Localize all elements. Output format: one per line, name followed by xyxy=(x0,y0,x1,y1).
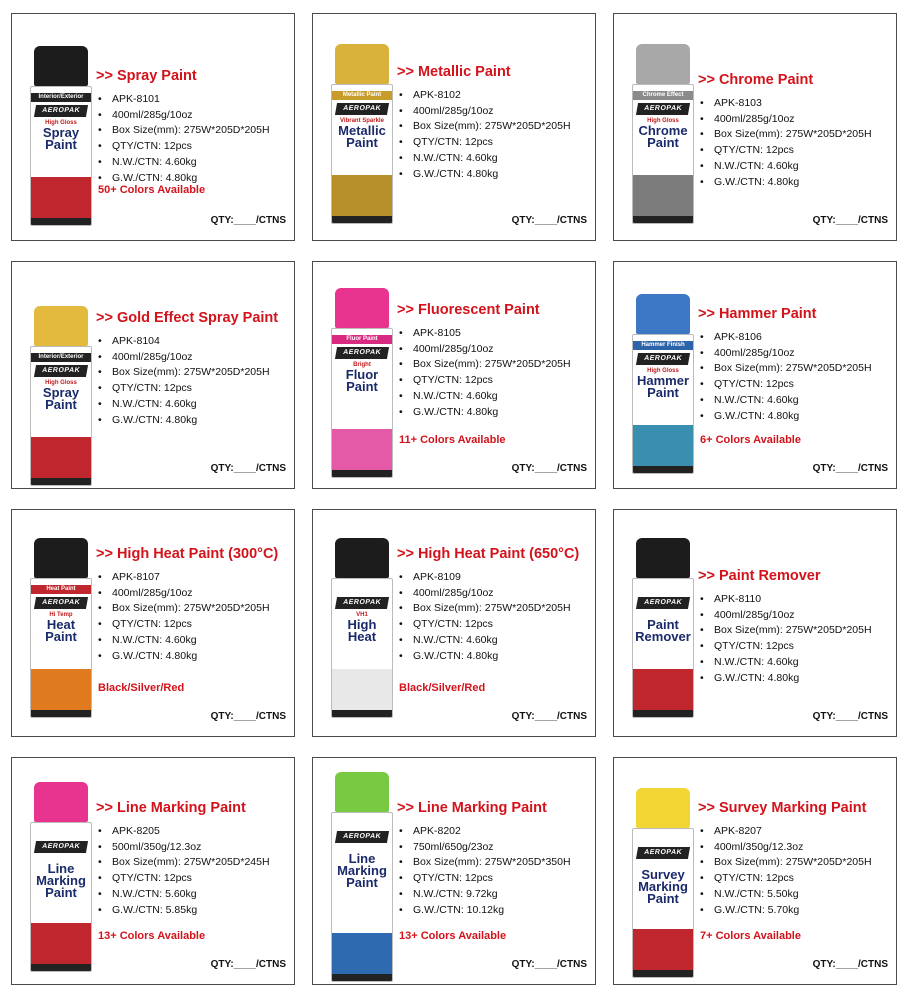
can-footer-strip xyxy=(31,478,91,485)
spec-list xyxy=(96,334,270,428)
can-cap xyxy=(335,772,389,812)
spray-can-image xyxy=(30,46,92,226)
product-title: >> Paint Remover xyxy=(698,568,821,584)
can-cap xyxy=(34,46,88,86)
can-band-text xyxy=(31,829,91,838)
spec-item: • Box Size(mm): 275W*205D*205H xyxy=(96,601,270,617)
spec-item: • N.W./CTN: 4.60kg xyxy=(397,151,571,167)
can-cap xyxy=(636,294,690,334)
can-lower-graphic xyxy=(332,429,392,473)
can-lower-graphic xyxy=(31,177,91,221)
can-body xyxy=(30,346,92,486)
can-band-text: Fluor Paint xyxy=(332,335,392,344)
qty-field[interactable]: QTY:____/CTNS xyxy=(812,215,888,226)
spec-item: • Box Size(mm): 275W*205D*205H xyxy=(698,623,872,639)
spec-list xyxy=(397,88,571,182)
spec-item: • APK-8110 xyxy=(698,592,872,608)
qty-field[interactable]: QTY:____/CTNS xyxy=(210,959,286,970)
product-card xyxy=(312,13,596,241)
spec-item: • 400ml/285g/10oz xyxy=(96,586,270,602)
color-availability: 13+ Colors Available xyxy=(98,930,206,942)
spec-item: • 400ml/350g/12.3oz xyxy=(698,840,872,856)
product-title: >> High Heat Paint (300°C) xyxy=(96,546,279,562)
spec-item: • 500ml/350g/12.3oz xyxy=(96,840,270,856)
spec-item: • Box Size(mm): 275W*205D*350H xyxy=(397,855,571,871)
product-card xyxy=(312,261,596,489)
can-brand-logo: AEROPAK xyxy=(636,597,690,609)
product-title: >> High Heat Paint (650°C) xyxy=(397,546,580,562)
can-body xyxy=(331,84,393,224)
can-footer-strip xyxy=(31,710,91,717)
spec-item: • QTY/CTN: 12pcs xyxy=(96,871,270,887)
spec-item: • G.W./CTN: 4.80kg xyxy=(397,405,571,421)
color-availability: 11+ Colors Available xyxy=(399,434,506,446)
spec-item: • 400ml/285g/10oz xyxy=(698,608,872,624)
can-lower-graphic xyxy=(332,175,392,219)
product-title: >> Fluorescent Paint xyxy=(397,302,540,318)
spec-list xyxy=(96,570,270,664)
spec-item: • Box Size(mm): 275W*205D*205H xyxy=(96,365,270,381)
spec-item: • QTY/CTN: 12pcs xyxy=(698,871,872,887)
can-band-text: Heat Paint xyxy=(31,585,91,594)
spec-list xyxy=(397,824,571,918)
spec-item: • APK-8205 xyxy=(96,824,270,840)
can-brand-logo: AEROPAK xyxy=(34,841,88,853)
spec-item: • QTY/CTN: 12pcs xyxy=(397,135,571,151)
can-lower-graphic xyxy=(31,437,91,481)
qty-field[interactable]: QTY:____/CTNS xyxy=(210,711,286,722)
spec-item: • G.W./CTN: 4.80kg xyxy=(96,171,270,187)
product-title: >> Gold Effect Spray Paint xyxy=(96,310,279,326)
can-lower-graphic xyxy=(633,669,693,713)
can-product-name: Fluor Paint xyxy=(345,367,379,394)
can-body xyxy=(331,578,393,718)
can-body xyxy=(30,578,92,718)
spec-list xyxy=(397,326,571,420)
can-product-name: Paint Remover xyxy=(635,617,691,644)
spec-item: • Box Size(mm): 275W*205D*205H xyxy=(397,601,571,617)
can-cap xyxy=(335,288,389,328)
spec-item: • QTY/CTN: 12pcs xyxy=(397,373,571,389)
product-card xyxy=(613,509,897,737)
can-lower-graphic xyxy=(332,669,392,713)
spec-item: • Box Size(mm): 275W*205D*205H xyxy=(397,119,571,135)
spray-can-image xyxy=(632,538,694,718)
spec-item: • QTY/CTN: 12pcs xyxy=(698,377,872,393)
spec-item: • N.W./CTN: 4.60kg xyxy=(397,633,571,649)
spec-item: • Box Size(mm): 275W*205D*245H xyxy=(96,855,270,871)
can-footer-strip xyxy=(31,964,91,971)
qty-field[interactable]: QTY:____/CTNS xyxy=(511,463,587,474)
product-card xyxy=(11,757,295,985)
can-lower-graphic xyxy=(31,923,91,967)
spec-item: • N.W./CTN: 4.60kg xyxy=(698,159,872,175)
spec-item: • Box Size(mm): 275W*205D*205H xyxy=(698,855,872,871)
can-footer-strip xyxy=(332,974,392,981)
qty-field[interactable]: QTY:____/CTNS xyxy=(511,959,587,970)
can-subtitle: Bright xyxy=(353,362,371,368)
can-band-text: Interior/Exterior xyxy=(31,353,91,362)
spec-item: • QTY/CTN: 12pcs xyxy=(698,639,872,655)
can-lower-graphic xyxy=(633,425,693,469)
spec-list xyxy=(698,592,872,686)
can-lower-graphic xyxy=(332,933,392,977)
spec-item: • Box Size(mm): 275W*205D*205H xyxy=(397,357,571,373)
can-brand-logo: AEROPAK xyxy=(636,353,690,365)
color-availability: Black/Silver/Red xyxy=(98,682,185,694)
can-band-text: Chrome Effect xyxy=(633,91,693,100)
can-band-text xyxy=(332,585,392,594)
spray-can-image xyxy=(331,772,393,982)
spec-item: • APK-8103 xyxy=(698,96,872,112)
spec-item: • G.W./CTN: 4.80kg xyxy=(698,175,872,191)
can-footer-strip xyxy=(31,218,91,225)
product-card xyxy=(613,757,897,985)
can-body xyxy=(331,812,393,982)
product-card xyxy=(312,509,596,737)
can-product-name: Chrome Paint xyxy=(638,123,688,150)
spec-item: • 400ml/285g/10oz xyxy=(397,104,571,120)
can-brand-logo: AEROPAK xyxy=(34,597,88,609)
can-brand-logo: AEROPAK xyxy=(335,103,389,115)
can-band-text xyxy=(332,819,392,828)
product-card xyxy=(613,261,897,489)
qty-field[interactable]: QTY:____/CTNS xyxy=(511,215,587,226)
can-product-name: Hammer Paint xyxy=(636,373,690,400)
can-product-name: High Heat xyxy=(347,617,377,644)
spec-item: • N.W./CTN: 5.50kg xyxy=(698,887,872,903)
can-subtitle: High Gloss xyxy=(647,368,679,374)
can-footer-strip xyxy=(332,710,392,717)
spec-item: • APK-8105 xyxy=(397,326,571,342)
can-product-name: Line Marking Paint xyxy=(337,851,387,890)
spec-item: • APK-8107 xyxy=(96,570,270,586)
can-cap xyxy=(335,44,389,84)
spray-can-image xyxy=(331,44,393,224)
can-brand-logo: AEROPAK xyxy=(335,347,389,359)
spray-can-image xyxy=(30,782,92,972)
spec-item: • N.W./CTN: 4.60kg xyxy=(96,397,270,413)
can-footer-strip xyxy=(633,970,693,977)
spec-item: • 400ml/285g/10oz xyxy=(397,342,571,358)
product-card xyxy=(11,509,295,737)
can-band-text: Interior/Exterior xyxy=(31,93,91,102)
can-subtitle: High Gloss xyxy=(647,118,679,124)
spec-item: • G.W./CTN: 10.12kg xyxy=(397,903,571,919)
product-title: >> Line Marking Paint xyxy=(397,800,547,816)
product-title: >> Line Marking Paint xyxy=(96,800,246,816)
color-availability: 50+ Colors Available xyxy=(98,184,206,196)
spec-item: • G.W./CTN: 4.80kg xyxy=(96,413,270,429)
can-product-name: Heat Paint xyxy=(45,617,77,644)
spray-can-image xyxy=(632,294,694,474)
can-lower-graphic xyxy=(31,669,91,713)
spec-item: • 750ml/650g/23oz xyxy=(397,840,571,856)
can-product-name: Spray Paint xyxy=(42,385,80,412)
spray-can-image xyxy=(331,538,393,718)
spec-item: • N.W./CTN: 4.60kg xyxy=(698,655,872,671)
spec-list xyxy=(698,330,872,424)
can-body xyxy=(632,334,694,474)
can-body xyxy=(331,328,393,478)
spec-item: • N.W./CTN: 4.60kg xyxy=(96,633,270,649)
color-availability: 6+ Colors Available xyxy=(700,434,801,446)
spec-item: • G.W./CTN: 4.80kg xyxy=(698,671,872,687)
product-card xyxy=(11,13,295,241)
product-title: >> Metallic Paint xyxy=(397,64,511,80)
spec-item: • 400ml/285g/10oz xyxy=(698,346,872,362)
qty-field[interactable]: QTY:____/CTNS xyxy=(812,711,888,722)
product-title: >> Chrome Paint xyxy=(698,72,814,88)
spec-item: • 400ml/285g/10oz xyxy=(96,108,270,124)
can-brand-logo: AEROPAK xyxy=(636,847,690,859)
spec-item: • QTY/CTN: 12pcs xyxy=(397,617,571,633)
product-card xyxy=(312,757,596,985)
spec-list xyxy=(96,92,270,186)
can-subtitle: High Gloss xyxy=(45,120,77,126)
can-lower-graphic xyxy=(633,175,693,219)
qty-field[interactable]: QTY:____/CTNS xyxy=(812,959,888,970)
can-band-text xyxy=(633,835,693,844)
can-band-text: Metallic Paint xyxy=(332,91,392,100)
spec-item: • G.W./CTN: 4.80kg xyxy=(698,409,872,425)
spec-item: • APK-8109 xyxy=(397,570,571,586)
can-cap xyxy=(636,44,690,84)
color-availability: 7+ Colors Available xyxy=(700,930,801,942)
can-brand-logo: AEROPAK xyxy=(335,597,389,609)
can-body xyxy=(30,822,92,972)
can-footer-strip xyxy=(633,216,693,223)
can-footer-strip xyxy=(633,710,693,717)
spec-item: • APK-8101 xyxy=(96,92,270,108)
product-card xyxy=(11,261,295,489)
can-body xyxy=(632,578,694,718)
spec-list xyxy=(698,96,872,190)
spec-item: • Box Size(mm): 275W*205D*205H xyxy=(96,123,270,139)
qty-field[interactable]: QTY:____/CTNS xyxy=(210,463,286,474)
spec-item: • Box Size(mm): 275W*205D*205H xyxy=(698,361,872,377)
spec-item: • N.W./CTN: 4.60kg xyxy=(397,389,571,405)
spec-item: • N.W./CTN: 4.60kg xyxy=(698,393,872,409)
can-cap xyxy=(636,788,690,828)
can-brand-logo: AEROPAK xyxy=(34,365,88,377)
spec-item: • APK-8207 xyxy=(698,824,872,840)
can-brand-logo: AEROPAK xyxy=(636,103,690,115)
qty-field[interactable]: QTY:____/CTNS xyxy=(511,711,587,722)
product-title: >> Hammer Paint xyxy=(698,306,817,322)
spec-item: • N.W./CTN: 9.72kg xyxy=(397,887,571,903)
product-title: >> Survey Marking Paint xyxy=(698,800,867,816)
spray-can-image xyxy=(30,306,92,486)
spec-item: • APK-8104 xyxy=(96,334,270,350)
can-band-text xyxy=(633,585,693,594)
spec-item: • QTY/CTN: 12pcs xyxy=(96,381,270,397)
spec-item: • QTY/CTN: 12pcs xyxy=(96,617,270,633)
spray-can-image xyxy=(331,288,393,478)
spec-item: • 400ml/285g/10oz xyxy=(96,350,270,366)
spec-list xyxy=(397,570,571,664)
can-cap xyxy=(34,306,88,346)
can-cap xyxy=(335,538,389,578)
can-product-name: Spray Paint xyxy=(42,125,80,152)
can-brand-logo: AEROPAK xyxy=(34,105,88,117)
can-product-name: Line Marking Paint xyxy=(36,861,86,900)
can-subtitle: High Gloss xyxy=(45,380,77,386)
spec-item: • N.W./CTN: 5.60kg xyxy=(96,887,270,903)
can-lower-graphic xyxy=(633,929,693,973)
spec-list xyxy=(96,824,270,918)
spec-item: • QTY/CTN: 12pcs xyxy=(96,139,270,155)
spec-item: • G.W./CTN: 4.80kg xyxy=(397,167,571,183)
spec-list xyxy=(698,824,872,918)
can-cap xyxy=(34,538,88,578)
spec-item: • 400ml/285g/10oz xyxy=(397,586,571,602)
spec-item: • G.W./CTN: 4.80kg xyxy=(397,649,571,665)
can-footer-strip xyxy=(633,466,693,473)
can-subtitle: Hi Temp xyxy=(49,612,73,618)
spec-item: • APK-8102 xyxy=(397,88,571,104)
color-availability: Black/Silver/Red xyxy=(399,682,486,694)
can-brand-logo: AEROPAK xyxy=(335,831,389,843)
spec-item: • G.W./CTN: 5.85kg xyxy=(96,903,270,919)
spec-item: • N.W./CTN: 4.60kg xyxy=(96,155,270,171)
spec-item: • QTY/CTN: 12pcs xyxy=(698,143,872,159)
spray-can-image xyxy=(30,538,92,718)
can-cap xyxy=(34,782,88,822)
can-footer-strip xyxy=(332,470,392,477)
can-body xyxy=(30,86,92,226)
can-body xyxy=(632,84,694,224)
spec-item: • 400ml/285g/10oz xyxy=(698,112,872,128)
spec-item: • Box Size(mm): 275W*205D*205H xyxy=(698,127,872,143)
spec-item: • APK-8202 xyxy=(397,824,571,840)
can-product-name: Survey Marking Paint xyxy=(638,867,688,906)
spray-can-image xyxy=(632,44,694,224)
can-cap xyxy=(636,538,690,578)
can-footer-strip xyxy=(332,216,392,223)
can-band-text: Hammer Finish xyxy=(633,341,693,350)
product-title: >> Spray Paint xyxy=(96,68,197,84)
spec-item: • QTY/CTN: 12pcs xyxy=(397,871,571,887)
qty-field[interactable]: QTY:____/CTNS xyxy=(210,215,286,226)
spec-item: • G.W./CTN: 4.80kg xyxy=(96,649,270,665)
can-body xyxy=(632,828,694,978)
product-card xyxy=(613,13,897,241)
spec-item: • APK-8106 xyxy=(698,330,872,346)
can-product-name: Metallic Paint xyxy=(338,123,386,150)
color-availability: 13+ Colors Available xyxy=(399,930,507,942)
spray-can-image xyxy=(632,788,694,978)
qty-field[interactable]: QTY:____/CTNS xyxy=(812,463,888,474)
spec-item: • G.W./CTN: 5.70kg xyxy=(698,903,872,919)
can-subtitle: Vibrant Sparkle xyxy=(340,118,384,124)
can-subtitle: VH1 xyxy=(356,612,368,618)
